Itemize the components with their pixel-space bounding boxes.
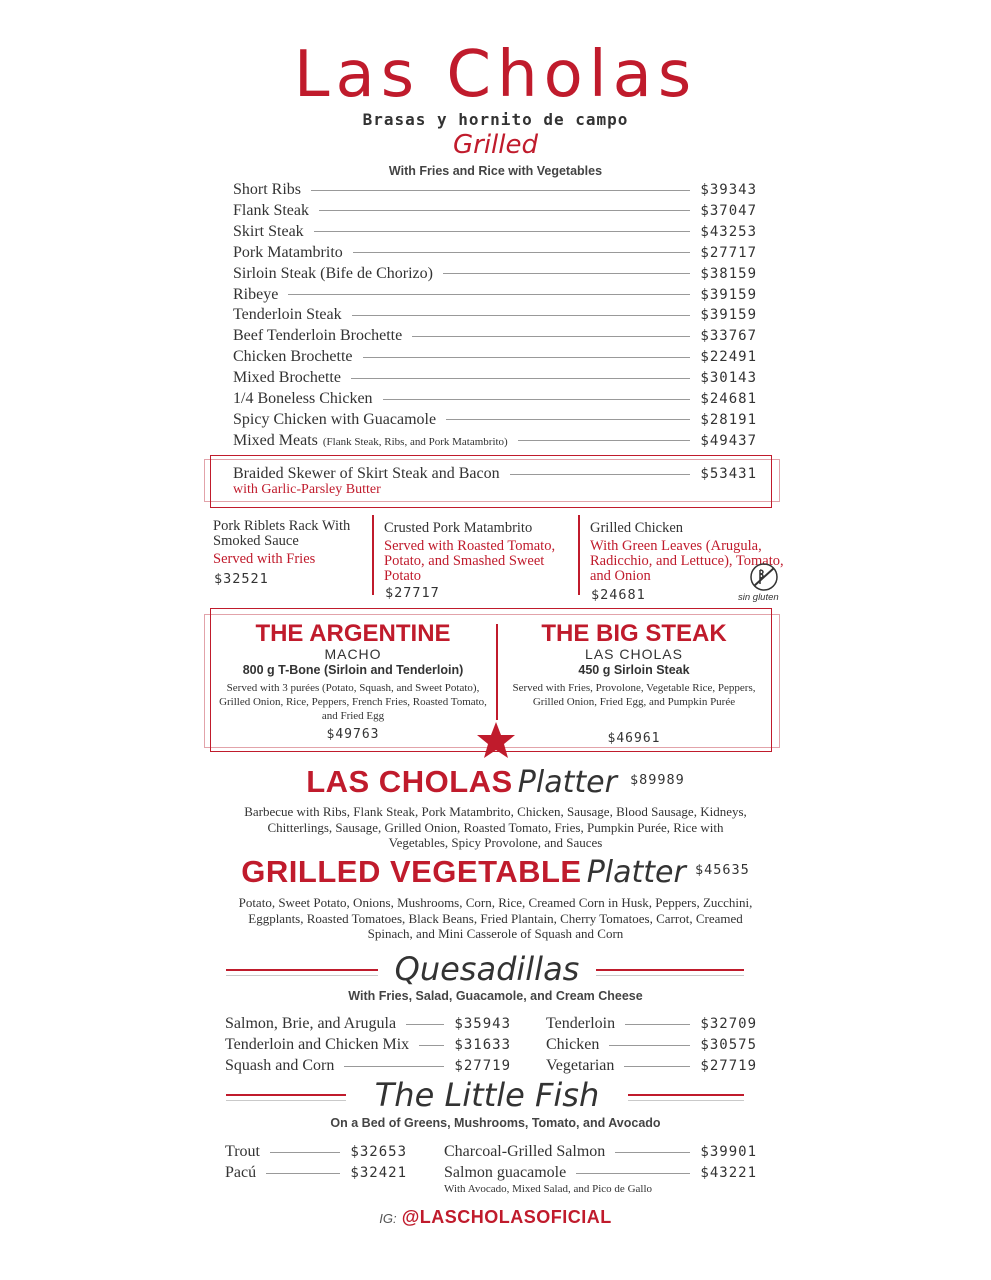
menu-item-note: (Flank Steak, Ribs, and Pork Matambrito) — [322, 435, 508, 448]
platter-title: LAS CHOLAS — [306, 764, 513, 799]
menu-item-price: $39159 — [700, 307, 757, 324]
menu-item-name: Skirt Steak — [233, 222, 304, 240]
dot-leader — [311, 190, 690, 191]
menu-item-price: $27719 — [454, 1058, 511, 1074]
quesadilla-item — [546, 1056, 757, 1076]
quesadilla-item — [225, 1014, 511, 1034]
grilled-item — [233, 201, 757, 221]
menu-item-price: $31633 — [454, 1037, 511, 1053]
big-cut-price: $46961 — [607, 731, 661, 746]
menu-item-name: Tenderloin — [546, 1015, 616, 1032]
big-cut-weight: 450 g Sirloin Steak — [578, 663, 690, 677]
special-price: $27717 — [385, 585, 440, 601]
menu-item-name: Ribeye — [233, 285, 279, 303]
big-cuts-divider — [496, 624, 498, 720]
grilled-item — [233, 305, 757, 325]
big-cut-subtitle: LAS CHOLAS — [585, 646, 683, 662]
grilled-section-subtitle: With Fries and Rice with Vegetables — [388, 164, 603, 178]
menu-item-name: Flank Steak — [233, 201, 309, 219]
fish-item — [225, 1163, 407, 1183]
menu-item-price: $24681 — [700, 391, 757, 407]
column-divider — [372, 515, 374, 595]
divider-line — [596, 975, 744, 976]
grilled-item — [233, 410, 757, 430]
menu-item-name: Short Ribs — [233, 181, 302, 198]
menu-item-name: Tenderloin and Chicken Mix — [225, 1036, 410, 1053]
little-fish-title: The Little Fish — [374, 1076, 600, 1114]
restaurant-logo: Las Cholas — [293, 38, 698, 112]
dot-leader — [518, 440, 691, 441]
instagram-footer — [0, 1207, 991, 1228]
grilled-section-title: Grilled — [452, 130, 538, 160]
platter-price: $89989 — [630, 772, 685, 788]
grilled-item — [233, 368, 757, 388]
big-cut-weight: 800 g T-Bone (Sirloin and Tenderloin) — [242, 663, 464, 677]
dot-leader — [419, 1045, 444, 1046]
special-price: $32521 — [214, 571, 269, 587]
divider-line — [628, 1100, 744, 1101]
menu-item-name: Sirloin Steak (Bife de Chorizo) — [233, 264, 433, 282]
quesadilla-item — [225, 1056, 511, 1076]
divider-line — [628, 1094, 744, 1096]
menu-item-name: Charcoal-Grilled Salmon — [444, 1143, 606, 1160]
menu-item-price: $30575 — [700, 1037, 757, 1053]
grilled-item — [233, 180, 757, 200]
platter-description: Barbecue with Ribs, Flank Steak, Pork Matambrito, Chicken, Sausage, Blood Sausage, Kidneys, Chitterlings, Sausage, Grilled Onion, Roasted Tomato, Fries, Pumpkin Purée, Rice with Vegetables, Spicy Provolone, and Sauces — [244, 804, 747, 850]
dot-leader — [353, 252, 691, 253]
star-icon — [476, 720, 516, 760]
restaurant-tagline: Brasas y hornito de campo — [362, 110, 629, 129]
special-name: Grilled Chicken — [590, 520, 684, 536]
grilled-item — [233, 326, 757, 346]
fish-item — [444, 1142, 757, 1162]
divider-line — [226, 1100, 346, 1101]
instagram-label: IG: — [379, 1211, 397, 1226]
divider-line — [226, 975, 378, 976]
dot-leader — [624, 1066, 690, 1067]
dot-leader — [363, 357, 691, 358]
dot-leader — [270, 1152, 340, 1153]
menu-item-name: Vegetarian — [546, 1057, 615, 1074]
menu-item-price: $39901 — [700, 1144, 757, 1160]
dot-leader — [443, 273, 690, 274]
grilled-item — [233, 285, 757, 305]
menu-item-name — [233, 432, 508, 450]
menu-item-name-text: Mixed Meats — [233, 431, 318, 449]
special-crusted-pork — [384, 521, 569, 584]
menu-item-name: Beef Tenderloin Brochette — [233, 327, 403, 345]
featured-item-name: Braided Skewer of Skirt Steak and Bacon — [233, 465, 500, 482]
quesadilla-item — [546, 1035, 757, 1055]
menu-item-name: Pacú — [225, 1164, 257, 1181]
big-cut-subtitle: MACHO — [324, 646, 382, 662]
dot-leader — [288, 294, 690, 295]
grilled-vegetable-platter-heading — [0, 854, 991, 890]
menu-item-price: $32653 — [350, 1144, 407, 1160]
special-detail: Served with Roasted Tomato, Potato, and Smashed Sweet Potato — [384, 538, 556, 584]
menu-item-name: Mixed Brochette — [233, 369, 341, 387]
special-detail: With Green Leaves (Arugula, Radicchio, and Lettuce), Tomato, and Onion — [590, 538, 784, 584]
menu-item-name: Chicken Brochette — [233, 348, 353, 366]
dot-leader — [383, 399, 691, 400]
dot-leader — [314, 231, 691, 232]
fish-item-detail: With Avocado, Mixed Salad, and Pico de Gallo — [444, 1183, 653, 1195]
platter-description: Potato, Sweet Potato, Onions, Mushrooms, Corn, Rice, Creamed Corn in Husk, Peppers, Zucchini, Eggplants, Roasted Tomatoes, Black Beans, Fried Plantain, Cherry Tomatoes, Carrot, Creamed Spinach, and Mini Casserole of Squash and Corn — [238, 895, 753, 941]
divider-line — [226, 969, 378, 971]
dot-leader — [406, 1024, 444, 1025]
dot-leader — [344, 1066, 444, 1067]
quesadillas-subtitle: With Fries, Salad, Guacamole, and Cream Cheese — [348, 989, 643, 1003]
menu-item-price: $43253 — [700, 223, 757, 240]
grilled-item — [233, 431, 757, 451]
menu-item-price: $30143 — [700, 370, 757, 387]
grilled-item — [233, 347, 757, 367]
special-name: Pork Riblets Rack With Smoked Sauce — [213, 518, 351, 549]
menu-item-price: $38159 — [700, 265, 757, 282]
special-detail: Served with Fries — [213, 551, 316, 567]
menu-item-price: $35943 — [454, 1016, 511, 1032]
menu-item-name: 1/4 Boneless Chicken — [233, 390, 373, 407]
featured-item — [233, 464, 757, 484]
las-cholas-platter-heading — [0, 764, 991, 800]
menu-item-price: $27719 — [700, 1058, 757, 1074]
menu-item-price: $27717 — [700, 244, 757, 261]
menu-item-name: Tenderloin Steak — [233, 306, 342, 324]
column-divider — [578, 515, 580, 595]
divider-line — [596, 969, 744, 971]
menu-item-price: $49437 — [700, 432, 757, 449]
platter-script: Platter — [517, 765, 617, 800]
menu-item-price: $33767 — [700, 328, 757, 345]
quesadillas-title: Quesadillas — [394, 950, 580, 988]
dot-leader — [615, 1152, 690, 1153]
dot-leader — [352, 315, 691, 316]
gluten-free-label: sin gluten — [738, 592, 779, 603]
dot-leader — [576, 1173, 690, 1174]
menu-item-price: $43221 — [700, 1165, 757, 1181]
special-pork-riblets — [213, 519, 363, 567]
featured-item-detail: with Garlic-Parsley Butter — [233, 482, 381, 497]
dot-leader — [609, 1045, 690, 1046]
menu-item-price: $39159 — [700, 286, 757, 303]
featured-item-price: $53431 — [700, 466, 757, 482]
menu-item-price: $32709 — [700, 1016, 757, 1032]
menu-item-price: $39343 — [700, 182, 757, 198]
menu-item-name: Trout — [225, 1143, 260, 1160]
big-cut-description: Served with 3 purées (Potato, Squash, and Sweet Potato), Grilled Onion, Rice, Peppers, French Fries, Roasted Tomato, and Fried Egg — [219, 682, 487, 722]
gluten-free-icon — [747, 562, 781, 596]
menu-item-name: Squash and Corn — [225, 1057, 335, 1074]
big-cut-title: THE ARGENTINE — [255, 620, 451, 647]
dot-leader — [412, 336, 690, 337]
quesadilla-item — [546, 1014, 757, 1034]
special-name: Crusted Pork Matambrito — [384, 520, 533, 536]
quesadilla-item — [225, 1035, 511, 1055]
platter-title: GRILLED VEGETABLE — [241, 854, 582, 889]
fish-item — [225, 1142, 407, 1162]
dot-leader — [351, 378, 690, 379]
menu-item-price: $28191 — [700, 411, 757, 428]
menu-item-name: Chicken — [546, 1036, 600, 1053]
fish-item — [444, 1163, 757, 1183]
dot-leader — [446, 419, 690, 420]
grilled-item — [233, 389, 757, 409]
menu-item-price: $32421 — [350, 1165, 407, 1181]
platter-script: Platter — [586, 855, 686, 890]
instagram-handle-link[interactable]: @LASCHOLASOFICIAL — [401, 1207, 612, 1227]
menu-item-price: $37047 — [700, 202, 757, 219]
menu-item-name: Spicy Chicken with Guacamole — [233, 410, 437, 428]
big-cut-title: THE BIG STEAK — [541, 620, 727, 647]
dot-leader — [625, 1024, 690, 1025]
divider-line — [226, 1094, 346, 1096]
big-cut-description: Served with Fries, Provolone, Vegetable Rice, Peppers, Grilled Onion, Fried Egg, and Pumpkin Purée — [512, 682, 756, 708]
grilled-item — [233, 264, 757, 284]
platter-price: $45635 — [694, 862, 750, 878]
grilled-item — [233, 222, 757, 242]
little-fish-subtitle: On a Bed of Greens, Mushrooms, Tomato, and Avocado — [330, 1116, 661, 1130]
dot-leader — [266, 1173, 340, 1174]
big-cut-price: $49763 — [326, 727, 380, 742]
menu-item-name: Salmon, Brie, and Arugula — [225, 1015, 397, 1032]
menu-item-price: $22491 — [700, 349, 757, 366]
grilled-item — [233, 243, 757, 263]
special-price: $24681 — [591, 587, 646, 603]
dot-leader — [510, 474, 691, 475]
dot-leader — [319, 210, 690, 211]
menu-item-name: Pork Matambrito — [233, 243, 343, 261]
menu-item-name: Salmon guacamole — [444, 1164, 567, 1181]
